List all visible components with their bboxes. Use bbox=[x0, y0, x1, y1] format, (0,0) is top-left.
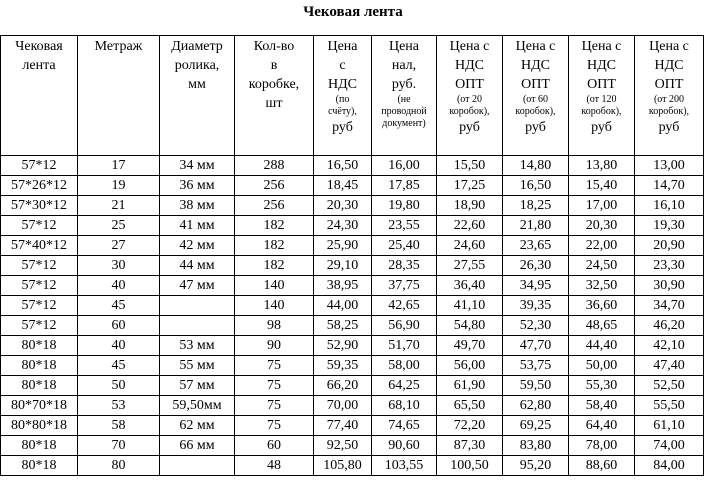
table-cell: 18,90 bbox=[437, 196, 503, 216]
column-header bbox=[503, 36, 569, 156]
price-table bbox=[0, 35, 704, 476]
table-cell: 57*26*12 bbox=[1, 176, 78, 196]
table-row bbox=[1, 436, 704, 456]
table-cell: 22,60 bbox=[437, 216, 503, 236]
column-header-unit: руб bbox=[459, 120, 480, 135]
table-cell: 17 bbox=[78, 156, 160, 176]
table-cell: 83,80 bbox=[503, 436, 569, 456]
table-cell: 34,70 bbox=[635, 296, 704, 316]
column-header-note: коробок), bbox=[515, 106, 556, 117]
column-header bbox=[635, 36, 704, 156]
column-header bbox=[569, 36, 635, 156]
table-cell: 80*18 bbox=[1, 436, 78, 456]
table-cell: 61,10 bbox=[635, 416, 704, 436]
table-cell: 19 bbox=[78, 176, 160, 196]
table-cell: 70,00 bbox=[314, 396, 372, 416]
table-cell: 16,10 bbox=[635, 196, 704, 216]
table-cell: 40 bbox=[78, 336, 160, 356]
table-row bbox=[1, 416, 704, 436]
table-cell: 44,00 bbox=[314, 296, 372, 316]
column-header-line: ОПТ bbox=[521, 77, 550, 92]
table-cell: 34,95 bbox=[503, 276, 569, 296]
column-header-line: шт bbox=[265, 96, 283, 111]
table-row bbox=[1, 396, 704, 416]
table-cell: 17,85 bbox=[372, 176, 437, 196]
table-cell: 182 bbox=[235, 236, 314, 256]
table-cell: 23,55 bbox=[372, 216, 437, 236]
column-header-note: коробок), bbox=[449, 106, 490, 117]
table-cell: 60 bbox=[78, 316, 160, 336]
table-row bbox=[1, 336, 704, 356]
table-cell: 18,45 bbox=[314, 176, 372, 196]
column-header-line: Чековая bbox=[15, 39, 63, 54]
column-header-note: (от 200 bbox=[653, 94, 685, 105]
table-header-row bbox=[1, 36, 704, 156]
table-cell: 58 bbox=[78, 416, 160, 436]
table-cell: 26,30 bbox=[503, 256, 569, 276]
table-cell: 62,80 bbox=[503, 396, 569, 416]
table-cell: 55,30 bbox=[569, 376, 635, 396]
table-cell: 80*80*18 bbox=[1, 416, 78, 436]
column-header-line: ОПТ bbox=[587, 77, 616, 92]
table-cell: 88,60 bbox=[569, 456, 635, 476]
table-cell: 24,50 bbox=[569, 256, 635, 276]
table-cell: 256 bbox=[235, 196, 314, 216]
table-cell: 20,30 bbox=[314, 196, 372, 216]
column-header-note: (от 20 bbox=[456, 94, 483, 105]
table-cell: 49,70 bbox=[437, 336, 503, 356]
column-header-note: (по bbox=[335, 94, 350, 105]
table-cell: 57*12 bbox=[1, 256, 78, 276]
table-body bbox=[1, 156, 704, 476]
table-cell: 21 bbox=[78, 196, 160, 216]
table-cell: 37,75 bbox=[372, 276, 437, 296]
table-cell: 100,50 bbox=[437, 456, 503, 476]
table-row bbox=[1, 276, 704, 296]
table-cell: 15,40 bbox=[569, 176, 635, 196]
table-cell: 58,25 bbox=[314, 316, 372, 336]
table-cell: 16,00 bbox=[372, 156, 437, 176]
table-cell: 54,80 bbox=[437, 316, 503, 336]
table-cell: 45 bbox=[78, 296, 160, 316]
table-cell: 78,00 bbox=[569, 436, 635, 456]
table-cell: 39,35 bbox=[503, 296, 569, 316]
column-header-line: Цена с bbox=[581, 39, 622, 54]
table-cell: 16,50 bbox=[314, 156, 372, 176]
table-row bbox=[1, 176, 704, 196]
table-cell: 57*12 bbox=[1, 316, 78, 336]
table-cell: 87,30 bbox=[437, 436, 503, 456]
column-header-line: ОПТ bbox=[654, 77, 684, 92]
column-header-note: (не bbox=[397, 94, 411, 105]
table-cell: 55 мм bbox=[160, 356, 235, 376]
table-cell: 52,50 bbox=[635, 376, 704, 396]
column-header-line: НДС bbox=[587, 58, 616, 73]
table-cell: 24,60 bbox=[437, 236, 503, 256]
table-cell: 98 bbox=[235, 316, 314, 336]
table-cell: 60 bbox=[235, 436, 314, 456]
table-cell: 64,25 bbox=[372, 376, 437, 396]
column-header-line: коробке, bbox=[248, 77, 300, 92]
table-cell: 13,00 bbox=[635, 156, 704, 176]
table-cell: 58,40 bbox=[569, 396, 635, 416]
table-cell: 80*18 bbox=[1, 376, 78, 396]
table-cell: 57*12 bbox=[1, 156, 78, 176]
table-cell: 20,30 bbox=[569, 216, 635, 236]
table-cell: 75 bbox=[235, 356, 314, 376]
table-cell: 57 мм bbox=[160, 376, 235, 396]
table-cell: 25,40 bbox=[372, 236, 437, 256]
column-header-unit: руб bbox=[658, 120, 680, 135]
column-header-unit: руб bbox=[525, 120, 546, 135]
table-cell: 182 bbox=[235, 256, 314, 276]
table-cell: 59,50мм bbox=[160, 396, 235, 416]
column-header-line: Метраж bbox=[94, 39, 143, 54]
column-header-line: НДС bbox=[521, 58, 550, 73]
table-cell: 18,25 bbox=[503, 196, 569, 216]
page-title: Чековая лента bbox=[303, 4, 403, 20]
table-cell: 57*30*12 bbox=[1, 196, 78, 216]
table-cell: 20,90 bbox=[635, 236, 704, 256]
table-row bbox=[1, 236, 704, 256]
table-cell: 50,00 bbox=[569, 356, 635, 376]
table-cell: 14,80 bbox=[503, 156, 569, 176]
table-cell: 59,35 bbox=[314, 356, 372, 376]
table-row bbox=[1, 456, 704, 476]
table-cell: 58,00 bbox=[372, 356, 437, 376]
table-cell: 140 bbox=[235, 296, 314, 316]
table-cell: 65,50 bbox=[437, 396, 503, 416]
table-cell: 66,20 bbox=[314, 376, 372, 396]
table-cell: 75 bbox=[235, 376, 314, 396]
table-cell: 21,80 bbox=[503, 216, 569, 236]
table-cell: 59,50 bbox=[503, 376, 569, 396]
table-cell: 23,30 bbox=[635, 256, 704, 276]
column-header bbox=[160, 36, 235, 156]
column-header-line: Диаметр bbox=[171, 39, 223, 54]
table-cell: 13,80 bbox=[569, 156, 635, 176]
table-cell: 36 мм bbox=[160, 176, 235, 196]
table-row bbox=[1, 296, 704, 316]
column-header-line: Цена с bbox=[515, 39, 556, 54]
table-cell: 74,00 bbox=[635, 436, 704, 456]
column-header bbox=[1, 36, 78, 156]
table-cell: 22,00 bbox=[569, 236, 635, 256]
table-cell: 56,90 bbox=[372, 316, 437, 336]
table-cell: 61,90 bbox=[437, 376, 503, 396]
table-cell: 17,00 bbox=[569, 196, 635, 216]
table-cell: 55,50 bbox=[635, 396, 704, 416]
column-header-line: Цена с bbox=[649, 39, 689, 54]
table-row bbox=[1, 196, 704, 216]
table-cell: 24,30 bbox=[314, 216, 372, 236]
column-header-line: ролика, bbox=[174, 58, 220, 73]
table-cell: 256 bbox=[235, 176, 314, 196]
table-cell: 57*12 bbox=[1, 276, 78, 296]
column-header-line: Цена bbox=[388, 39, 420, 54]
column-header-note: (от 60 bbox=[522, 94, 549, 105]
column-header-unit: руб bbox=[591, 120, 612, 135]
column-header bbox=[78, 36, 160, 156]
table-cell: 19,80 bbox=[372, 196, 437, 216]
table-cell: 27 bbox=[78, 236, 160, 256]
column-header bbox=[372, 36, 437, 156]
table-cell: 32,50 bbox=[569, 276, 635, 296]
table-cell: 90 bbox=[235, 336, 314, 356]
table-cell: 44 мм bbox=[160, 256, 235, 276]
table-cell: 38,95 bbox=[314, 276, 372, 296]
table-cell: 57*40*12 bbox=[1, 236, 78, 256]
table-cell: 62 мм bbox=[160, 416, 235, 436]
table-cell: 140 bbox=[235, 276, 314, 296]
table-row bbox=[1, 216, 704, 236]
column-header-line: мм bbox=[188, 77, 206, 92]
column-header-line: НДС bbox=[455, 58, 484, 73]
table-cell: 53 мм bbox=[160, 336, 235, 356]
column-header-line: руб. bbox=[391, 77, 417, 92]
table-row bbox=[1, 256, 704, 276]
table-cell: 80*18 bbox=[1, 356, 78, 376]
table-cell: 41 мм bbox=[160, 216, 235, 236]
table-cell: 80*18 bbox=[1, 456, 78, 476]
column-header-note: коробок), bbox=[648, 106, 690, 117]
table-cell: 17,25 bbox=[437, 176, 503, 196]
table-cell: 56,00 bbox=[437, 356, 503, 376]
table-cell: 92,50 bbox=[314, 436, 372, 456]
table-cell: 25,90 bbox=[314, 236, 372, 256]
column-header-note: документ) bbox=[382, 118, 426, 129]
table-cell: 66 мм bbox=[160, 436, 235, 456]
table-cell: 95,20 bbox=[503, 456, 569, 476]
table-cell: 30 bbox=[78, 256, 160, 276]
table-cell: 80*18 bbox=[1, 336, 78, 356]
table-cell: 80 bbox=[78, 456, 160, 476]
table-cell: 84,00 bbox=[635, 456, 704, 476]
table-cell: 16,50 bbox=[503, 176, 569, 196]
table-cell: 182 bbox=[235, 216, 314, 236]
table-cell: 42 мм bbox=[160, 236, 235, 256]
table-cell: 75 bbox=[235, 396, 314, 416]
table-cell: 15,50 bbox=[437, 156, 503, 176]
column-header-line: НДС bbox=[654, 58, 684, 73]
table-cell: 40 bbox=[78, 276, 160, 296]
column-header-note: счёту), bbox=[328, 106, 357, 117]
table-cell: 36,60 bbox=[569, 296, 635, 316]
table-cell: 105,80 bbox=[314, 456, 372, 476]
table-cell: 80*70*18 bbox=[1, 396, 78, 416]
table-row bbox=[1, 376, 704, 396]
column-header bbox=[314, 36, 372, 156]
column-header-note: коробок), bbox=[581, 106, 622, 117]
table-cell: 47 мм bbox=[160, 276, 235, 296]
table-cell: 14,70 bbox=[635, 176, 704, 196]
column-header-line: ОПТ bbox=[455, 77, 484, 92]
table-cell: 29,10 bbox=[314, 256, 372, 276]
table-cell: 45 bbox=[78, 356, 160, 376]
table-cell: 288 bbox=[235, 156, 314, 176]
table-cell: 42,65 bbox=[372, 296, 437, 316]
table-cell: 52,90 bbox=[314, 336, 372, 356]
table-cell: 50 bbox=[78, 376, 160, 396]
column-header-line: в bbox=[270, 58, 278, 73]
table-cell: 74,65 bbox=[372, 416, 437, 436]
column-header-line: с bbox=[339, 58, 346, 73]
table-cell: 52,30 bbox=[503, 316, 569, 336]
table-cell: 30,90 bbox=[635, 276, 704, 296]
table-cell: 64,40 bbox=[569, 416, 635, 436]
table-cell: 53 bbox=[78, 396, 160, 416]
table-cell: 41,10 bbox=[437, 296, 503, 316]
table-cell: 90,60 bbox=[372, 436, 437, 456]
table-cell: 25 bbox=[78, 216, 160, 236]
table-cell: 46,20 bbox=[635, 316, 704, 336]
table-cell: 75 bbox=[235, 416, 314, 436]
table-cell bbox=[160, 316, 235, 336]
table-cell: 44,40 bbox=[569, 336, 635, 356]
table-cell: 34 мм bbox=[160, 156, 235, 176]
column-header-note: (от 120 bbox=[586, 94, 617, 105]
table-cell bbox=[160, 456, 235, 476]
table-cell: 70 bbox=[78, 436, 160, 456]
table-row bbox=[1, 356, 704, 376]
table-cell: 23,65 bbox=[503, 236, 569, 256]
column-header bbox=[437, 36, 503, 156]
table-cell: 68,10 bbox=[372, 396, 437, 416]
column-header-line: НДС bbox=[328, 77, 357, 92]
table-cell: 19,30 bbox=[635, 216, 704, 236]
table-cell bbox=[160, 296, 235, 316]
table-cell: 47,40 bbox=[635, 356, 704, 376]
table-cell: 48 bbox=[235, 456, 314, 476]
table-cell: 38 мм bbox=[160, 196, 235, 216]
table-cell: 27,55 bbox=[437, 256, 503, 276]
table-cell: 36,40 bbox=[437, 276, 503, 296]
table-cell: 57*12 bbox=[1, 296, 78, 316]
table-cell: 42,10 bbox=[635, 336, 704, 356]
table-cell: 57*12 bbox=[1, 216, 78, 236]
table-cell: 53,75 bbox=[503, 356, 569, 376]
column-header bbox=[235, 36, 314, 156]
table-cell: 28,35 bbox=[372, 256, 437, 276]
column-header-line: Цена bbox=[327, 39, 358, 54]
table-row bbox=[1, 156, 704, 176]
table-cell: 77,40 bbox=[314, 416, 372, 436]
table-cell: 69,25 bbox=[503, 416, 569, 436]
column-header-line: Цена с bbox=[449, 39, 490, 54]
table-cell: 48,65 bbox=[569, 316, 635, 336]
table-cell: 103,55 bbox=[372, 456, 437, 476]
column-header-note: проводной bbox=[381, 106, 427, 117]
column-header-line: лента bbox=[22, 58, 56, 73]
table-cell: 72,20 bbox=[437, 416, 503, 436]
table-cell: 47,70 bbox=[503, 336, 569, 356]
column-header-unit: руб bbox=[332, 120, 353, 135]
column-header-line: нал, bbox=[391, 58, 417, 73]
table-cell: 51,70 bbox=[372, 336, 437, 356]
column-header-line: Кол-во bbox=[253, 39, 295, 54]
table-row bbox=[1, 316, 704, 336]
